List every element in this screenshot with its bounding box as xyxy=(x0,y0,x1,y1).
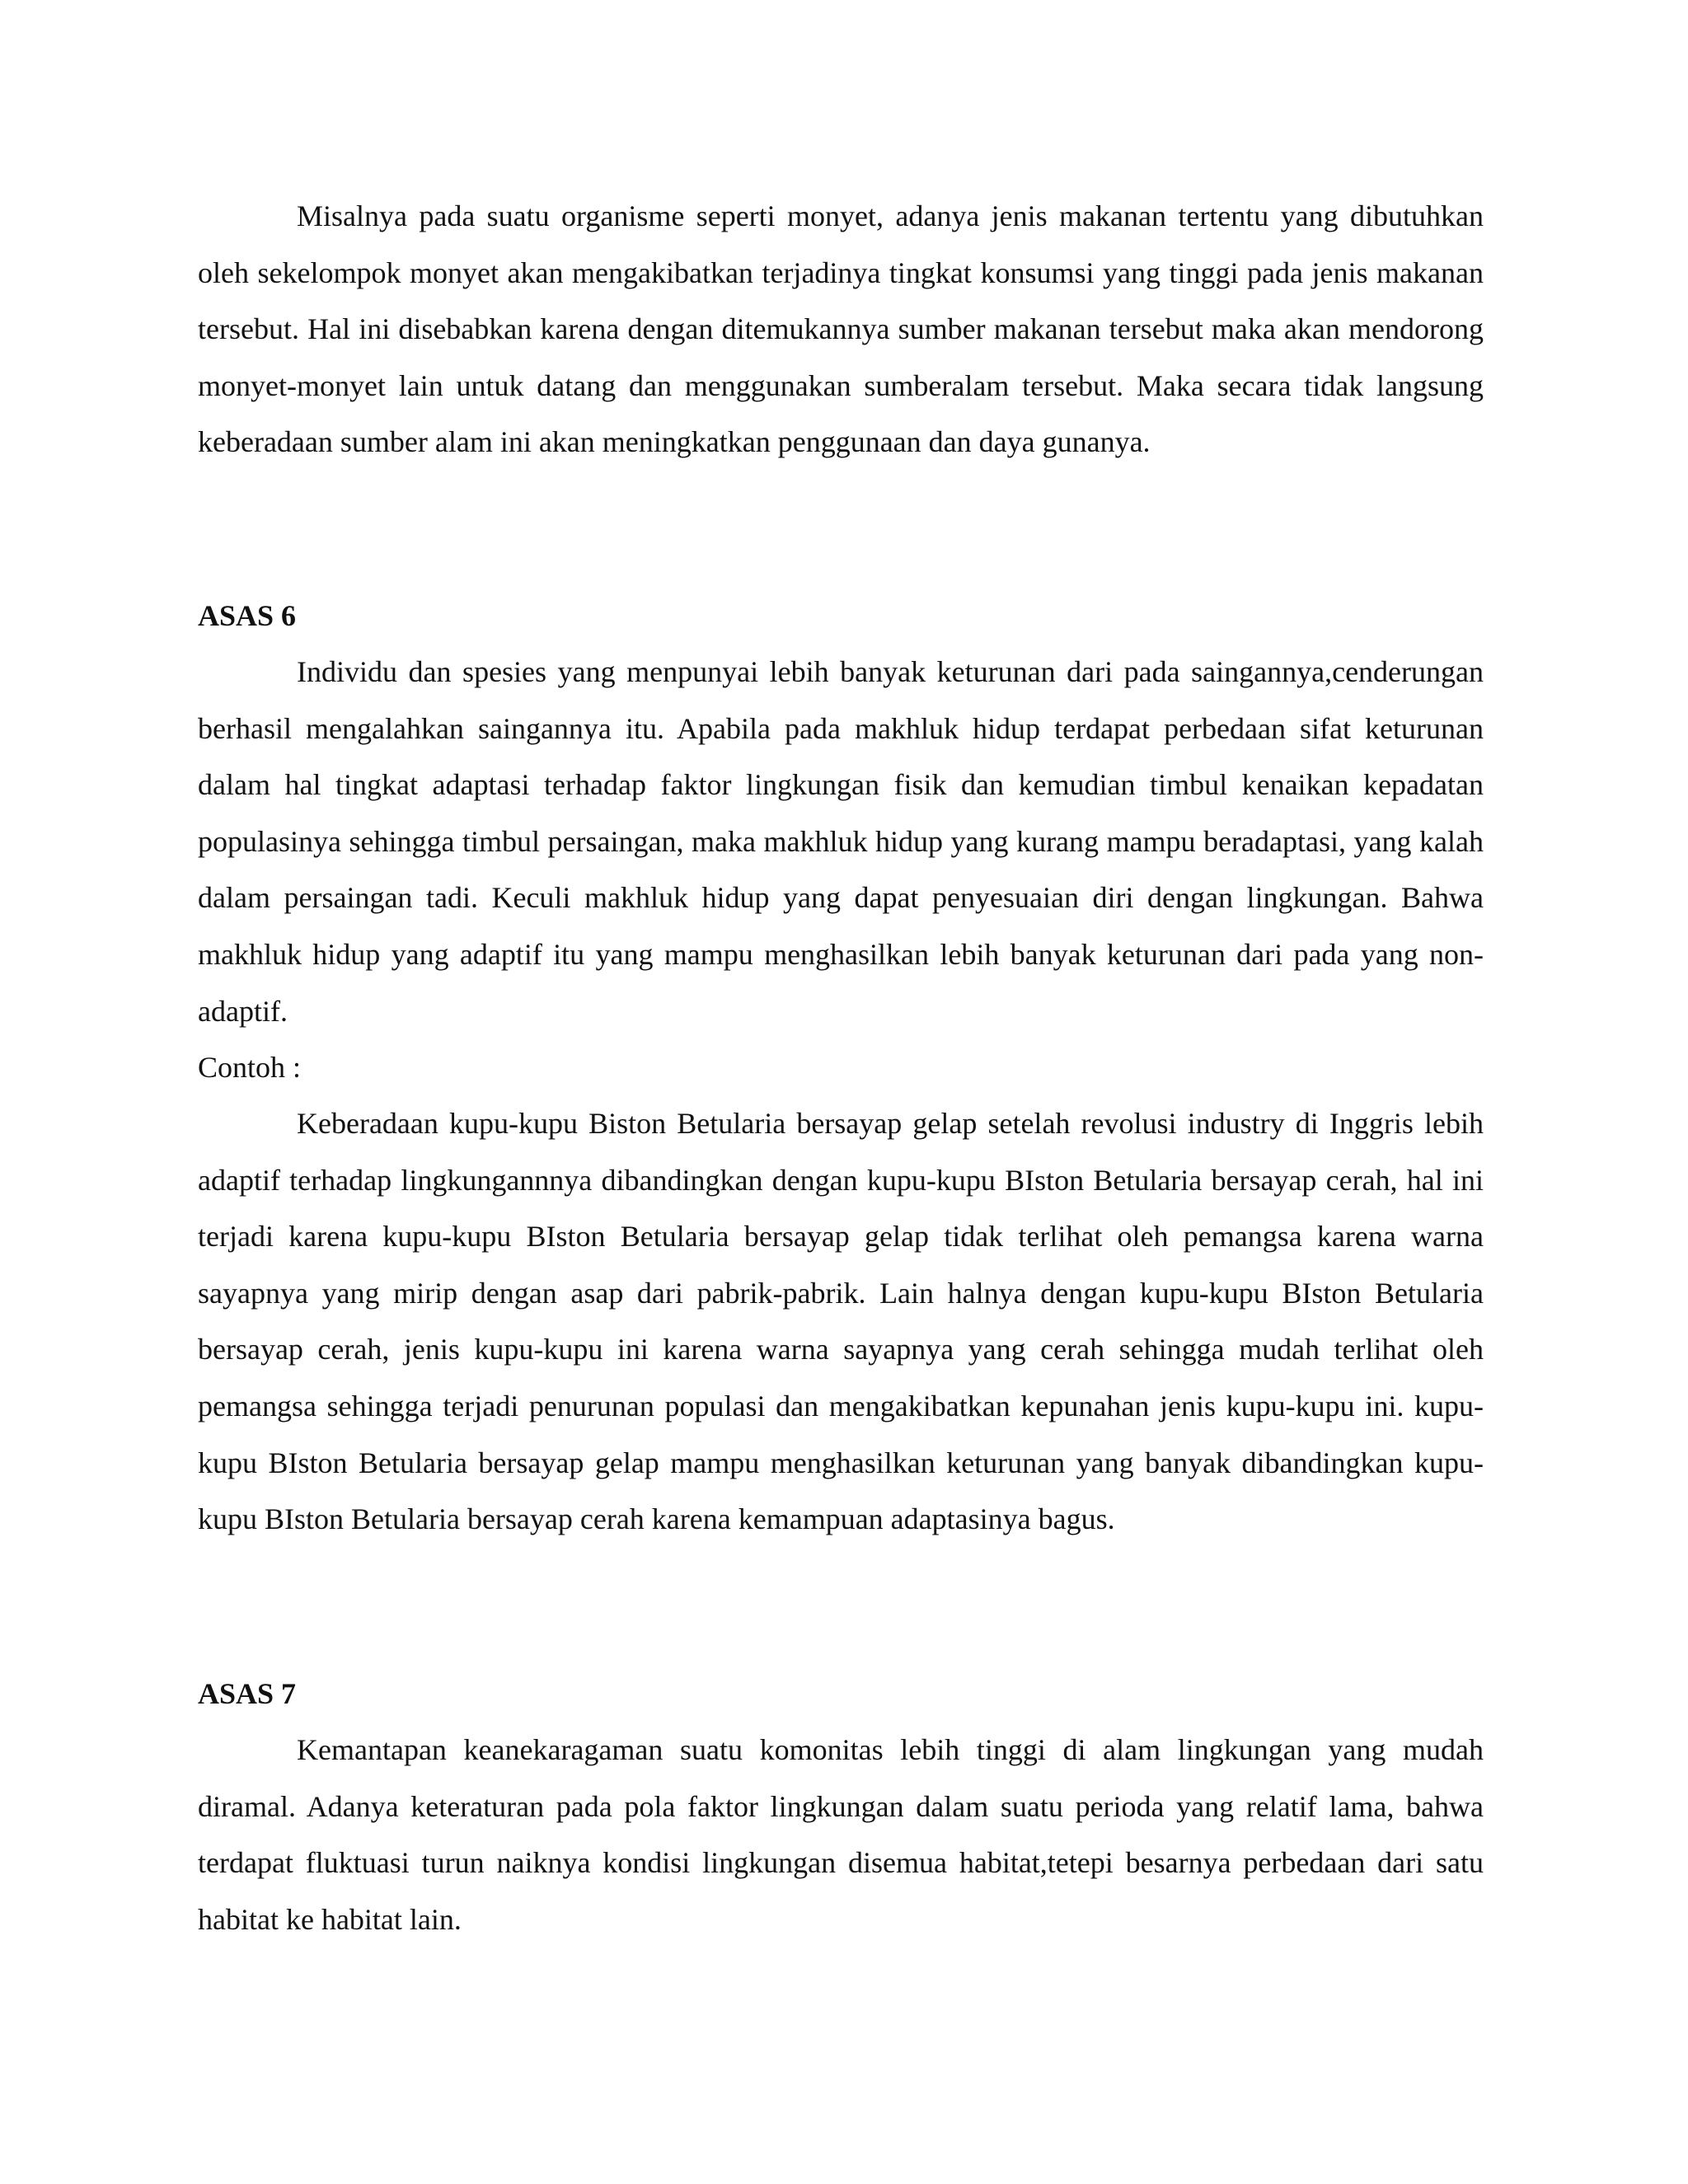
asas-6-heading: ASAS 6 xyxy=(198,599,297,632)
asas-7-paragraph: Kemantapan keanekaragaman suatu komonitas lebih tinggi di alam lingkungan yang mudah diramal. Adanya keteraturan pada pola faktor lingkungan dalam suatu perioda yang relatif lama, bahwa terdapat fluktuasi turun naiknya kondisi lingkungan disemua habitat,tetepi besarnya perbedaan dari satu habitat ke habitat lain. xyxy=(198,1733,1484,1936)
intro-paragraph: Misalnya pada suatu organisme seperti monyet, adanya jenis makanan tertentu yang dibutuhkan oleh sekelompok monyet akan mengakibatkan terjadinya tingkat konsumsi yang tinggi pada jenis makanan tersebut. Hal ini disebabkan karena dengan ditemukannya sumber makanan tersebut maka akan mendorong monyet-monyet lain untuk datang dan menggunakan sumberalam tersebut. Maka secara tidak langsung keberadaan sumber alam ini akan meningkatkan penggunaan dan daya gunanya. xyxy=(198,199,1484,459)
document-page xyxy=(198,0,1484,2184)
example-label: Contoh : xyxy=(198,1051,302,1084)
asas-6-paragraph: Individu dan spesies yang menpunyai lebih banyak keturunan dari pada saingannya,cenderungan berhasil mengalahkan saingannya itu. Apabila pada makhluk hidup terdapat perbedaan sifat keturunan dalam hal tingkat adaptasi terhadap faktor lingkungan fisik dan kemudian timbul kenaikan kepadatan populasinya sehingga timbul persaingan, maka makhluk hidup yang kurang mampu beradaptasi, yang kalah dalam persaingan tadi. Keculi makhluk hidup yang dapat penyesuaian diri dengan lingkungan. Bahwa makhluk hidup yang adaptif itu yang mampu menghasilkan lebih banyak keturunan dari pada yang non-adaptif. xyxy=(198,655,1484,1028)
example-paragraph: Keberadaan kupu-kupu Biston Betularia bersayap gelap setelah revolusi industry di Inggris lebih adaptif terhadap lingkungannnya dibandingkan dengan kupu-kupu BIston Betularia bersayap cerah, hal ini terjadi karena kupu-kupu BIston Betularia bersayap gelap tidak terlihat oleh pemangsa karena warna sayapnya yang mirip dengan asap dari pabrik-pabrik. Lain halnya dengan kupu-kupu BIston Betularia bersayap cerah, jenis kupu-kupu ini karena warna sayapnya yang cerah sehingga mudah terlihat oleh pemangsa sehingga terjadi penurunan populasi dan mengakibatkan kepunahan jenis kupu-kupu ini. kupu-kupu BIston Betularia bersayap gelap mampu menghasilkan keturunan yang banyak dibandingkan kupu-kupu BIston Betularia bersayap cerah karena kemampuan adaptasinya bagus. xyxy=(198,1107,1484,1536)
asas-7-heading: ASAS 7 xyxy=(198,1677,297,1710)
